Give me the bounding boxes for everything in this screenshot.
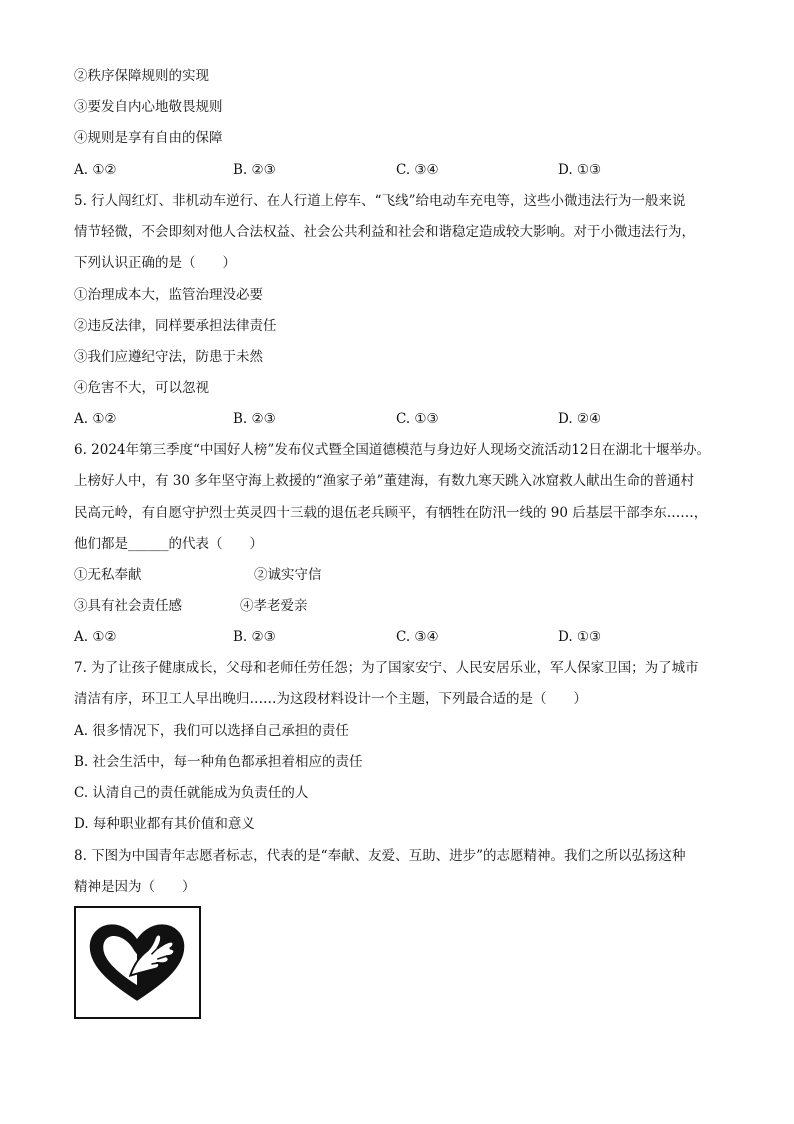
q8-stem-line-1: 8. 下图为中国青年志愿者标志，代表的是“奉献、友爱、互助、进步”的志愿精神。我们之所以弘扬这种 (74, 848, 686, 864)
q6-option-c[interactable]: C. ③④ (396, 629, 439, 645)
q4-item-2: ②秩序保障规则的实现 (74, 68, 209, 84)
q5-item-1: ①治理成本大，监管治理没必要 (74, 287, 263, 303)
q4-option-d[interactable]: D. ①③ (558, 162, 602, 178)
q4-item-4: ④规则是享有自由的保障 (74, 130, 223, 146)
q6-item-1: ①无私奉献 (74, 567, 142, 583)
q6-option-d[interactable]: D. ①③ (558, 629, 602, 645)
q6-item-4: ④孝老爱亲 (240, 598, 308, 614)
q6-stem-line-3: 民高元岭，有自愿守护烈士英灵四十三载的退伍老兵顾平，有牺牲在防汛一线的 90 后基层干部李东……， (74, 505, 708, 521)
q6-stem-line-4: 他们都是______的代表（ ） (74, 536, 263, 552)
q5-stem-line-3: 下列认识正确的是（ ） (74, 255, 236, 271)
q7-stem-line-2: 清洁有序，环卫工人早出晚归……为这段材料设计一个主题，下列最合适的是（ ） (74, 691, 587, 707)
q6-stem-line-1: 6. 2024年第三季度“中国好人榜”发布仪式暨全国道德模范与身边好人现场交流活动12日在湖北十堰举办。 (74, 442, 711, 458)
q5-option-d[interactable]: D. ②④ (558, 411, 602, 427)
q5-item-4: ④危害不大，可以忽视 (74, 380, 209, 396)
q5-stem-line-1: 5. 行人闯红灯、非机动车逆行、在人行道上停车、“飞线”给电动车充电等，这些小微违法行为一般来说 (74, 193, 686, 209)
q5-option-a[interactable]: A. ①② (74, 411, 117, 427)
q4-option-a[interactable]: A. ①② (74, 162, 117, 178)
q4-item-3: ③要发自内心地敬畏规则 (74, 99, 223, 115)
q7-stem-line-1: 7. 为了让孩子健康成长，父母和老师任劳任怨；为了国家安宁、人民安居乐业，军人保家卫国；为了城市 (74, 660, 699, 676)
q6-stem-line-2: 上榜好人中，有 30 多年坚守海上救援的“渔家子弟”董建海，有数九寒天跳入冰窟救人献出生命的普通村 (74, 473, 695, 489)
q4-option-b[interactable]: B. ②③ (233, 162, 276, 178)
q5-item-3: ③我们应遵纪守法，防患于未然 (74, 349, 263, 365)
q6-item-3: ③具有社会责任感 (74, 598, 182, 614)
q6-option-b[interactable]: B. ②③ (233, 629, 276, 645)
q4-option-c[interactable]: C. ③④ (396, 162, 439, 178)
q7-option-d[interactable]: D. 每种职业都有其价值和意义 (74, 816, 255, 832)
q7-option-b[interactable]: B. 社会生活中，每一种角色都承担着相应的责任 (74, 754, 363, 770)
q5-item-2: ②违反法律，同样要承担法律责任 (74, 318, 277, 334)
q6-option-a[interactable]: A. ①② (74, 629, 117, 645)
q5-stem-line-2: 情节轻微，不会即刻对他人合法权益、社会公共利益和社会和谐稳定造成较大影响。对于小微违法行为， (74, 224, 695, 240)
volunteer-logo-frame (74, 906, 201, 1019)
heart-hand-dove-icon (76, 908, 199, 1017)
q7-option-a[interactable]: A. 很多情况下，我们可以选择自己承担的责任 (74, 723, 349, 739)
q6-item-2: ②诚实守信 (254, 567, 322, 583)
q7-option-c[interactable]: C. 认清自己的责任就能成为负责任的人 (74, 785, 309, 801)
q5-option-b[interactable]: B. ②③ (233, 411, 276, 427)
q8-stem-line-2: 精神是因为（ ） (74, 879, 196, 895)
q5-option-c[interactable]: C. ①③ (396, 411, 439, 427)
